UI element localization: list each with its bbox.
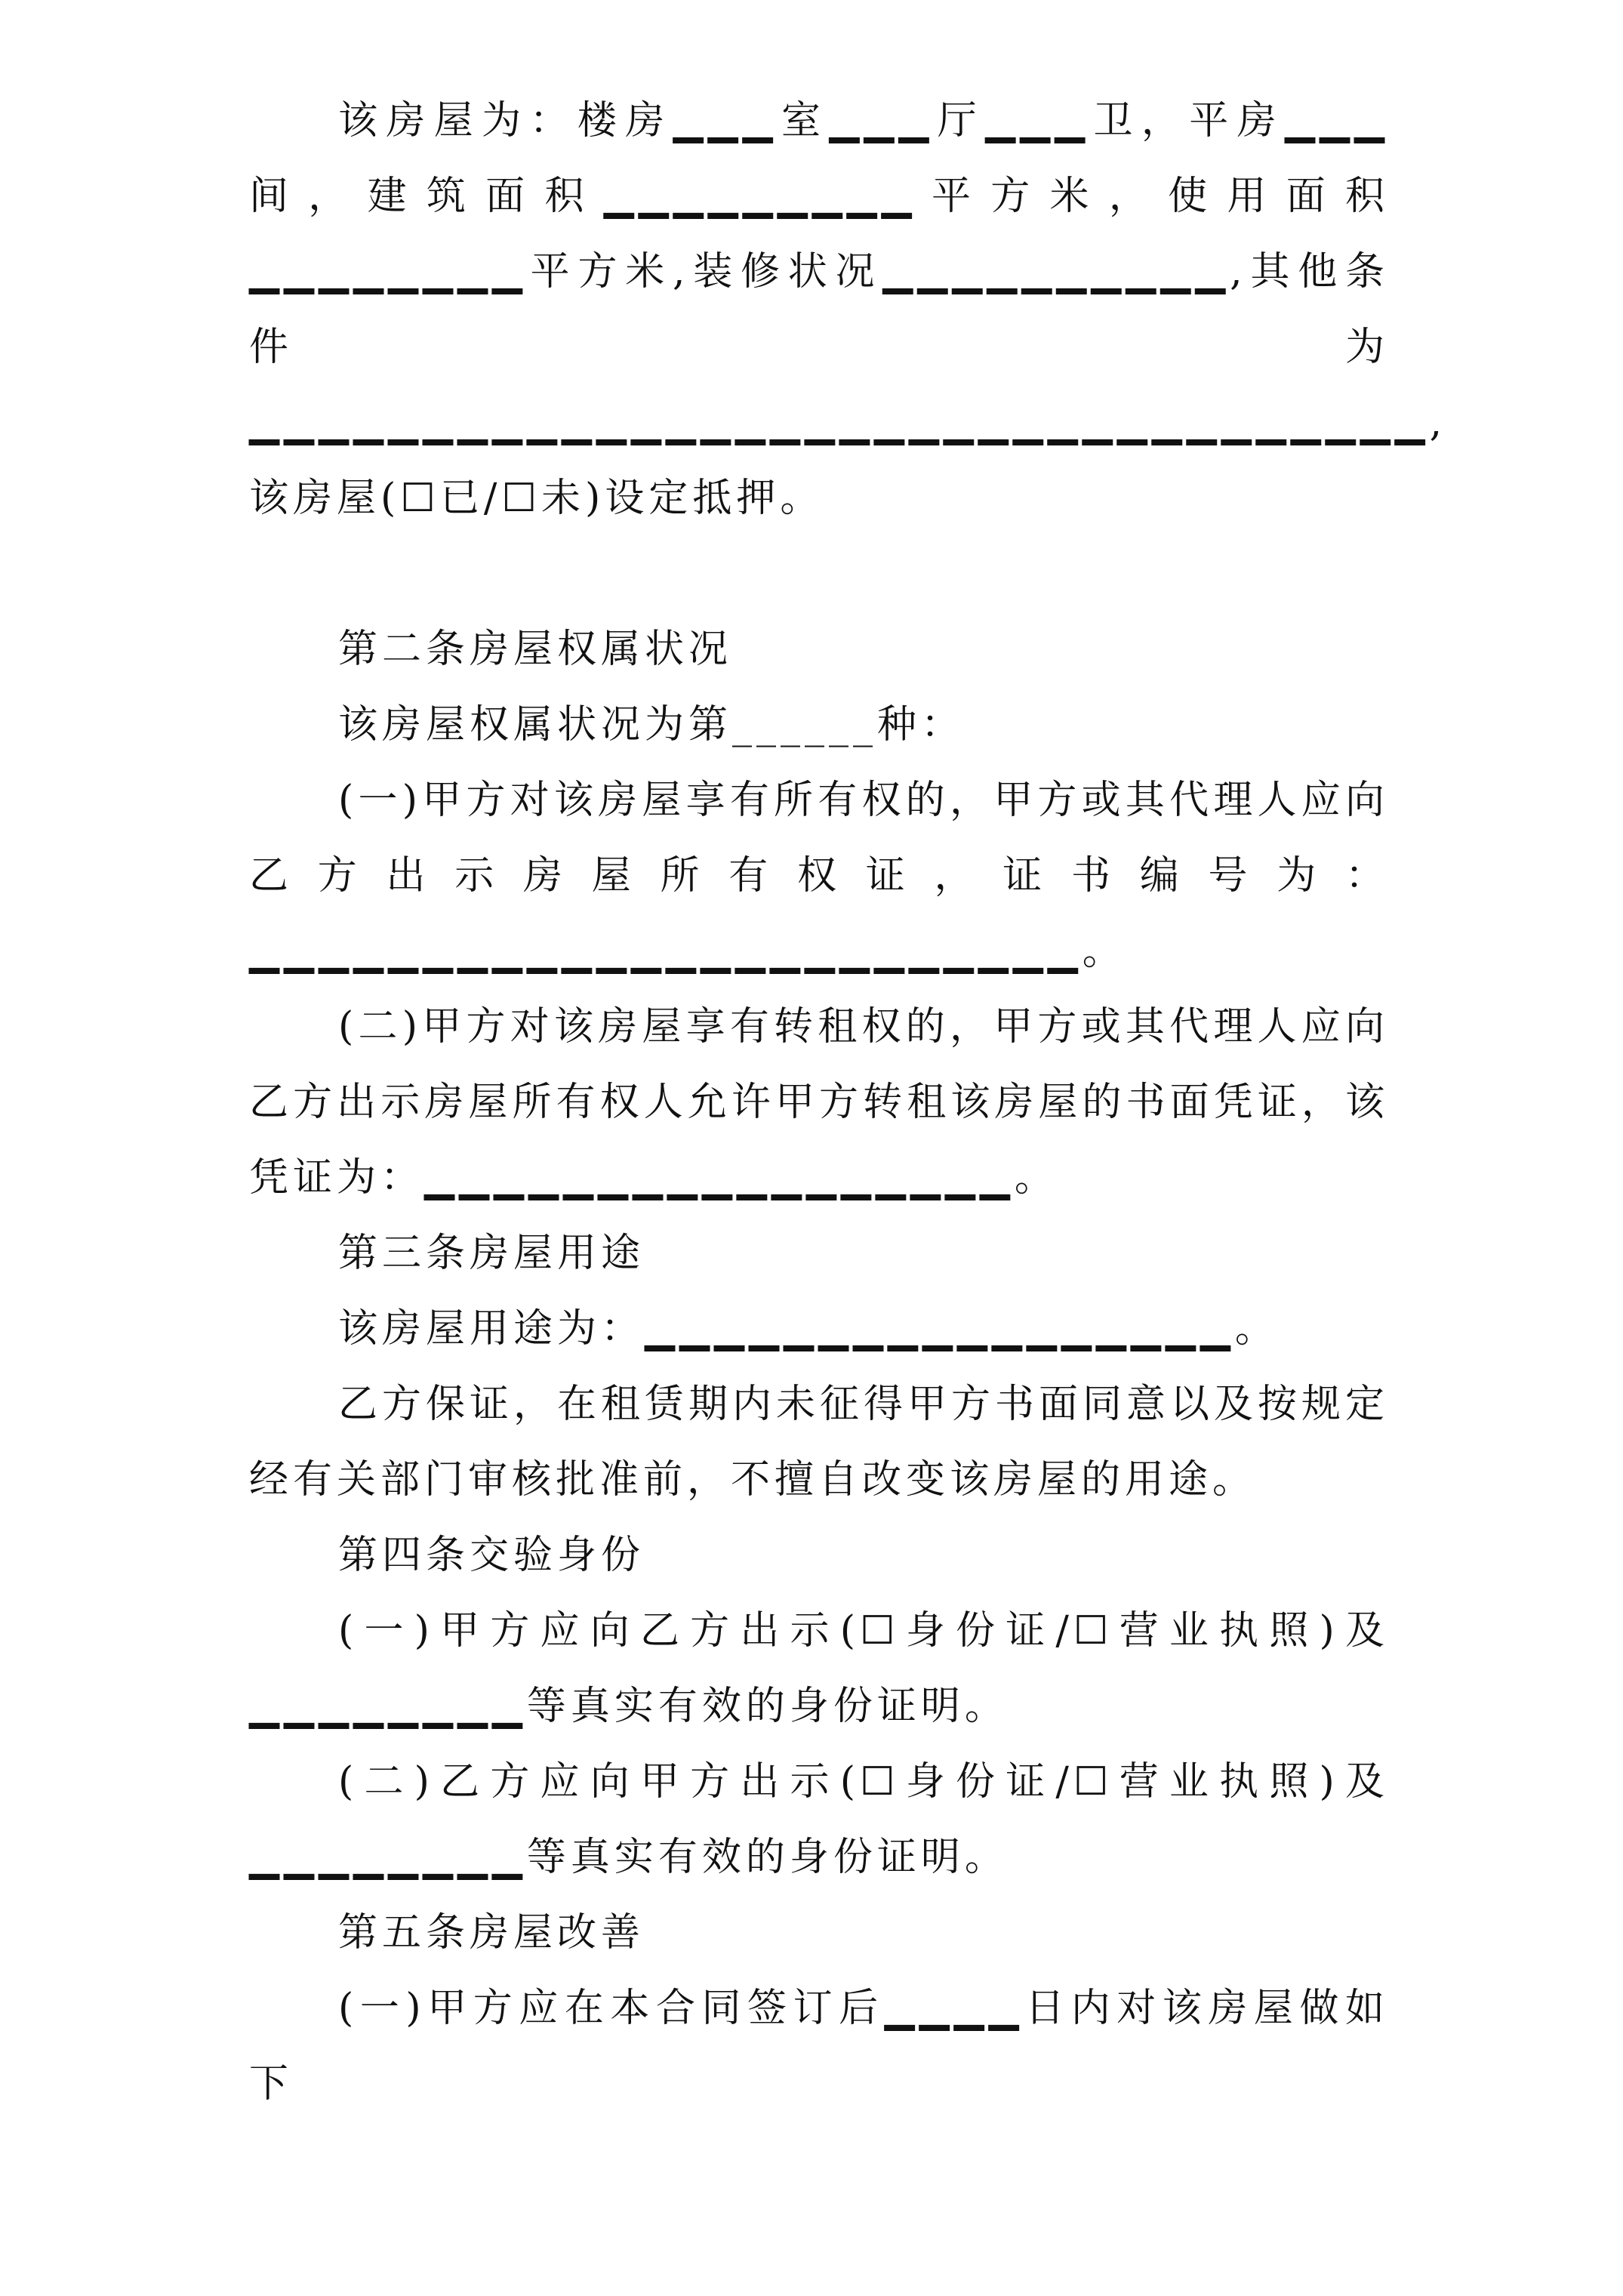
paragraph-house-description: 该房屋为：楼房▁▁▁室▁▁▁厅▁▁▁卫，平房▁▁▁间，建筑面积▁▁▁▁▁▁▁▁▁平方米，使用面积▁▁▁▁▁▁▁▁平方米,装修状况▁▁▁▁▁▁▁▁▁▁,其他条件为▁▁▁▁▁▁▁▁▁▁▁▁▁▁▁▁▁▁▁▁▁▁▁▁▁▁▁▁▁▁▁▁▁▁,该房屋(☐已/☐未)设定抵押。 bbox=[249, 98, 1447, 521]
paragraph-identity-1: (一)甲方应向乙方出示(☐身份证/☐营业执照)及▁▁▁▁▁▁▁▁等真实有效的身份证明。 bbox=[249, 1608, 1389, 1729]
heading-article-2: 第二条房屋权属状况 bbox=[338, 627, 733, 672]
paragraph-ownership-2: (二)甲方对该房屋享有转租权的，甲方或其代理人应向乙方出示房屋所有权人允许甲方转租该房屋的书面凭证，该凭证为：▁▁▁▁▁▁▁▁▁▁▁▁▁▁▁▁▁。 bbox=[249, 1004, 1389, 1200]
paragraph-use-guarantee: 乙方保证，在租赁期内未征得甲方书面同意以及按规定经有关部门审核批准前，不擅自改变该房屋的用途。 bbox=[249, 1382, 1390, 1502]
paragraph-ownership-1: (一)甲方对该房屋享有所有权的，甲方或其代理人应向乙方出示房屋所有权证，证书编号为：▁▁▁▁▁▁▁▁▁▁▁▁▁▁▁▁▁▁▁▁▁▁▁▁。 bbox=[249, 778, 1389, 974]
paragraph-improvement-1: (一)甲方应在本合同签订后▁▁▁▁日内对该房屋做如下 bbox=[249, 1986, 1389, 2106]
heading-article-5: 第五条房屋改善 bbox=[338, 1910, 645, 1955]
paragraph-ownership-type: 该房屋权属状况为第______种： bbox=[338, 702, 965, 747]
heading-article-4: 第四条交验身份 bbox=[338, 1533, 645, 1578]
paragraph-house-use: 该房屋用途为：▁▁▁▁▁▁▁▁▁▁▁▁▁▁▁▁▁。 bbox=[338, 1306, 1279, 1351]
paragraph-identity-2: (二)乙方应向甲方出示(☐身份证/☐营业执照)及▁▁▁▁▁▁▁▁等真实有效的身份证明。 bbox=[249, 1759, 1389, 1880]
heading-article-3: 第三条房屋用途 bbox=[338, 1231, 645, 1276]
